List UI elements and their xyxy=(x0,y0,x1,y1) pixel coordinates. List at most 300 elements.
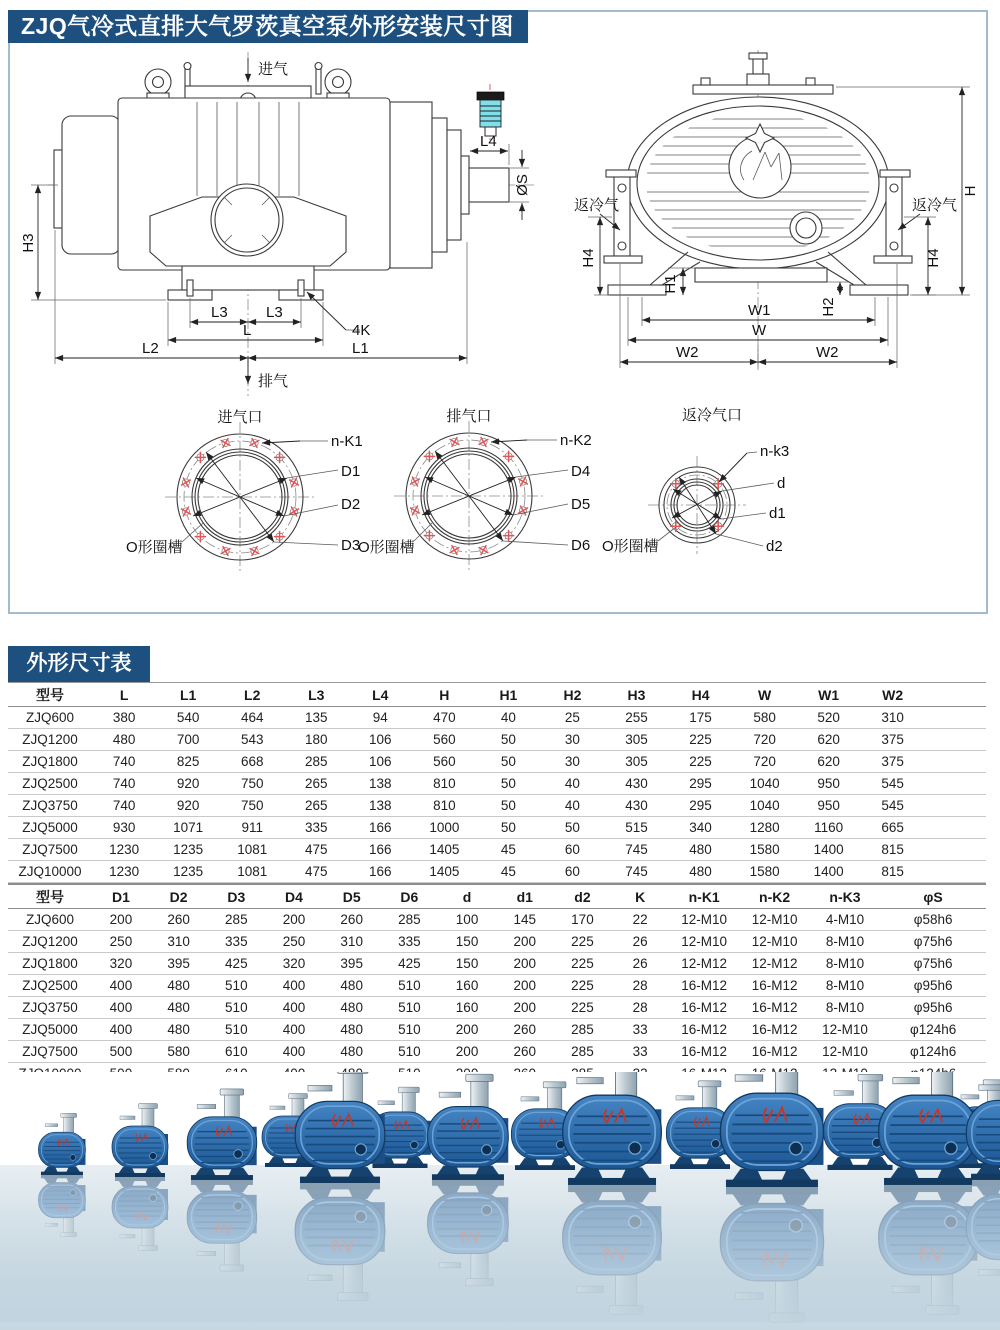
diameter-label: D6 xyxy=(571,537,591,554)
value-cell: 510 xyxy=(207,997,265,1019)
value-cell: 50 xyxy=(476,751,540,773)
value-cell: 26 xyxy=(611,931,669,953)
value-cell: 1580 xyxy=(733,861,797,883)
value-cell: 510 xyxy=(381,975,439,997)
value-cell: 16-M12 xyxy=(669,975,739,997)
value-cell: 260 xyxy=(496,1041,554,1063)
diameter-label: D1 xyxy=(341,463,361,480)
value-cell: 380 xyxy=(92,707,156,729)
bolt-spec-label: n-K2 xyxy=(560,432,592,449)
value-cell: 1040 xyxy=(733,795,797,817)
value-cell: 911 xyxy=(220,817,284,839)
table-row xyxy=(8,1019,986,1041)
value-cell: 200 xyxy=(496,975,554,997)
value-cell: 740 xyxy=(92,773,156,795)
value-cell: 200 xyxy=(496,997,554,1019)
value-cell: 12-M12 xyxy=(739,953,809,975)
oring-groove-label: O形圈槽 xyxy=(126,539,183,556)
column-header: L xyxy=(92,683,156,707)
dim-label-l1: L1 xyxy=(352,340,369,357)
lifting-eye-icon xyxy=(145,63,191,102)
value-cell: 464 xyxy=(220,707,284,729)
value-cell: 40 xyxy=(476,707,540,729)
oring-groove-label: O形圈槽 xyxy=(358,539,415,556)
table-row xyxy=(8,1041,986,1063)
table-section-title: 外形尺寸表 xyxy=(8,646,150,682)
model-cell: ZJQ3750 xyxy=(8,795,92,817)
value-cell: 310 xyxy=(323,931,381,953)
value-cell: 545 xyxy=(861,773,925,795)
dim-label-w1: W1 xyxy=(748,302,771,319)
value-cell: 580 xyxy=(733,707,797,729)
value-cell: 480 xyxy=(669,861,733,883)
model-cell: ZJQ1200 xyxy=(8,729,92,751)
value-cell: 510 xyxy=(381,1019,439,1041)
value-cell: 1400 xyxy=(797,839,861,861)
dim-label-h: H xyxy=(962,185,979,197)
value-cell: φ124h6 xyxy=(880,1041,986,1063)
value-cell: 30 xyxy=(540,751,604,773)
foot-hole-callout: 4K xyxy=(352,322,371,339)
bolt-spec-label: n-k3 xyxy=(760,443,790,460)
model-cell: ZJQ600 xyxy=(8,909,92,931)
table-row xyxy=(8,751,986,773)
value-cell: 470 xyxy=(412,707,476,729)
value-cell: 50 xyxy=(476,729,540,751)
column-header: d xyxy=(438,884,496,909)
value-cell: 45 xyxy=(476,839,540,861)
value-cell: 475 xyxy=(284,861,348,883)
value-cell: 22 xyxy=(611,909,669,931)
outlet-flow-label: 排气 xyxy=(258,373,289,390)
value-cell: 430 xyxy=(604,773,668,795)
value-cell: 166 xyxy=(348,839,412,861)
value-cell: 515 xyxy=(604,817,668,839)
value-cell: 285 xyxy=(554,1041,612,1063)
value-cell: 543 xyxy=(220,729,284,751)
value-cell: 16-M12 xyxy=(739,1019,809,1041)
dim-label-h1: H1 xyxy=(662,274,679,294)
model-cell: ZJQ5000 xyxy=(8,817,92,839)
value-cell: 255 xyxy=(604,707,668,729)
value-cell: 33 xyxy=(611,1019,669,1041)
value-cell xyxy=(925,839,986,861)
value-cell: 620 xyxy=(797,729,861,751)
value-cell: 668 xyxy=(220,751,284,773)
value-cell: 8-M10 xyxy=(810,953,880,975)
spec-table-section xyxy=(8,682,986,1085)
dimensions-table-part2 xyxy=(8,883,986,1085)
value-cell: 920 xyxy=(156,773,220,795)
value-cell: 150 xyxy=(438,953,496,975)
value-cell: φ58h6 xyxy=(880,909,986,931)
value-cell: 375 xyxy=(861,751,925,773)
value-cell: 1040 xyxy=(733,773,797,795)
value-cell: 930 xyxy=(92,817,156,839)
value-cell: 480 xyxy=(323,1019,381,1041)
product-photo xyxy=(0,1072,1000,1330)
model-cell: ZJQ1800 xyxy=(8,953,92,975)
column-header: D2 xyxy=(150,884,208,909)
model-cell: ZJQ600 xyxy=(8,707,92,729)
value-cell: 16-M12 xyxy=(669,997,739,1019)
value-cell: 225 xyxy=(669,729,733,751)
diameter-label: D4 xyxy=(571,463,591,480)
table-row xyxy=(8,931,986,953)
value-cell: 94 xyxy=(348,707,412,729)
table-row xyxy=(8,953,986,975)
value-cell: 160 xyxy=(438,997,496,1019)
column-header: H3 xyxy=(604,683,668,707)
value-cell: 400 xyxy=(265,1041,323,1063)
value-cell: 740 xyxy=(92,751,156,773)
column-header: L2 xyxy=(220,683,284,707)
flange-title: 进气口 xyxy=(217,409,263,426)
value-cell: 335 xyxy=(207,931,265,953)
column-header xyxy=(925,683,986,707)
column-header: D5 xyxy=(323,884,381,909)
value-cell: 200 xyxy=(496,953,554,975)
page-title: ZJQ气冷式直排大气罗茨真空泵外形安装尺寸图 xyxy=(8,10,528,43)
value-cell: 1230 xyxy=(92,839,156,861)
value-cell: 145 xyxy=(496,909,554,931)
value-cell: 265 xyxy=(284,795,348,817)
return-air-label: 返冷气 xyxy=(574,197,620,214)
value-cell: 320 xyxy=(265,953,323,975)
value-cell: 12-M12 xyxy=(669,953,739,975)
value-cell: 620 xyxy=(797,751,861,773)
value-cell: 510 xyxy=(207,975,265,997)
value-cell: 295 xyxy=(669,795,733,817)
value-cell: 1081 xyxy=(220,839,284,861)
value-cell: φ95h6 xyxy=(880,997,986,1019)
value-cell: φ95h6 xyxy=(880,975,986,997)
column-header: D6 xyxy=(381,884,439,909)
value-cell: 400 xyxy=(92,1019,150,1041)
value-cell: 200 xyxy=(265,909,323,931)
value-cell: 260 xyxy=(496,1019,554,1041)
value-cell: 1405 xyxy=(412,839,476,861)
dim-label-w2: W2 xyxy=(816,344,839,361)
value-cell: 8-M10 xyxy=(810,975,880,997)
value-cell: 8-M10 xyxy=(810,997,880,1019)
value-cell: 480 xyxy=(323,975,381,997)
value-cell xyxy=(925,817,986,839)
value-cell xyxy=(925,751,986,773)
flange-detail-inlet xyxy=(126,409,363,572)
dim-label-l3: L3 xyxy=(211,304,228,321)
value-cell: 815 xyxy=(861,839,925,861)
value-cell: 480 xyxy=(92,729,156,751)
value-cell: 510 xyxy=(381,997,439,1019)
table-row xyxy=(8,817,986,839)
reflection-fade xyxy=(0,1200,1000,1330)
value-cell: φ75h6 xyxy=(880,953,986,975)
value-cell: 135 xyxy=(284,707,348,729)
value-cell xyxy=(925,707,986,729)
value-cell: 138 xyxy=(348,773,412,795)
value-cell: 12-M10 xyxy=(669,931,739,953)
table-row xyxy=(8,839,986,861)
diameter-label: d2 xyxy=(766,538,783,555)
value-cell: 16-M12 xyxy=(669,1041,739,1063)
value-cell: 50 xyxy=(540,817,604,839)
flange-title: 返冷气口 xyxy=(681,407,743,424)
breather-icon xyxy=(477,84,504,140)
column-header: H1 xyxy=(476,683,540,707)
value-cell: 106 xyxy=(348,751,412,773)
value-cell: 480 xyxy=(150,997,208,1019)
value-cell: 260 xyxy=(150,909,208,931)
value-cell: 395 xyxy=(323,953,381,975)
value-cell: 28 xyxy=(611,997,669,1019)
value-cell: 265 xyxy=(284,773,348,795)
column-header: L1 xyxy=(156,683,220,707)
dim-label-w2: W2 xyxy=(676,344,699,361)
flange-detail-outlet xyxy=(358,408,592,571)
value-cell: 400 xyxy=(92,975,150,997)
dim-label-w: W xyxy=(752,322,767,339)
value-cell: 200 xyxy=(496,931,554,953)
value-cell: 1230 xyxy=(92,861,156,883)
value-cell xyxy=(925,795,986,817)
value-cell: 200 xyxy=(438,1041,496,1063)
value-cell: 480 xyxy=(669,839,733,861)
column-header: L3 xyxy=(284,683,348,707)
value-cell: 160 xyxy=(438,975,496,997)
value-cell: 425 xyxy=(207,953,265,975)
diameter-label: d1 xyxy=(769,505,786,522)
value-cell: 480 xyxy=(150,975,208,997)
value-cell: φ124h6 xyxy=(880,1019,986,1041)
value-cell: 16-M12 xyxy=(739,1041,809,1063)
value-cell: 305 xyxy=(604,751,668,773)
dim-label-shaft-dia: ØS xyxy=(514,174,531,196)
value-cell: 138 xyxy=(348,795,412,817)
value-cell: 285 xyxy=(381,909,439,931)
drawing-panel xyxy=(8,10,988,614)
value-cell: 50 xyxy=(476,795,540,817)
value-cell xyxy=(925,729,986,751)
value-cell: 480 xyxy=(323,1041,381,1063)
diameter-label: d xyxy=(777,475,786,492)
value-cell: 295 xyxy=(669,773,733,795)
value-cell: 480 xyxy=(323,997,381,1019)
dim-label-h3: H3 xyxy=(20,233,37,253)
column-header: W xyxy=(733,683,797,707)
column-header: d1 xyxy=(496,884,554,909)
column-header: φS xyxy=(880,884,986,909)
value-cell: 250 xyxy=(92,931,150,953)
value-cell: 750 xyxy=(220,773,284,795)
column-header: 型号 xyxy=(8,884,92,909)
value-cell: 500 xyxy=(92,1041,150,1063)
value-cell: 1160 xyxy=(797,817,861,839)
model-cell: ZJQ2500 xyxy=(8,975,92,997)
model-cell: ZJQ5000 xyxy=(8,1019,92,1041)
value-cell: 12-M10 xyxy=(739,931,809,953)
column-header: 型号 xyxy=(8,683,92,707)
value-cell: 60 xyxy=(540,839,604,861)
value-cell: 400 xyxy=(265,1019,323,1041)
value-cell: 950 xyxy=(797,773,861,795)
value-cell: 175 xyxy=(669,707,733,729)
column-header: n-K3 xyxy=(810,884,880,909)
dim-label-h4: H4 xyxy=(580,248,597,268)
value-cell: 920 xyxy=(156,795,220,817)
column-header: H4 xyxy=(669,683,733,707)
model-cell: ZJQ1200 xyxy=(8,931,92,953)
bolt-spec-label: n-K1 xyxy=(331,433,363,450)
value-cell: 40 xyxy=(540,773,604,795)
value-cell: 950 xyxy=(797,795,861,817)
value-cell: 100 xyxy=(438,909,496,931)
pump-front-view xyxy=(574,50,979,372)
value-cell: 1071 xyxy=(156,817,220,839)
model-cell: ZJQ7500 xyxy=(8,839,92,861)
table-row xyxy=(8,975,986,997)
value-cell xyxy=(925,773,986,795)
lifting-eye-icon xyxy=(315,63,351,102)
value-cell: 305 xyxy=(604,729,668,751)
value-cell: 1580 xyxy=(733,839,797,861)
value-cell: 430 xyxy=(604,795,668,817)
dim-label-h2: H2 xyxy=(820,297,837,317)
table-row xyxy=(8,997,986,1019)
value-cell: 285 xyxy=(207,909,265,931)
column-header: D3 xyxy=(207,884,265,909)
value-cell: 1400 xyxy=(797,861,861,883)
value-cell: 310 xyxy=(150,931,208,953)
value-cell: 480 xyxy=(150,1019,208,1041)
value-cell: 166 xyxy=(348,817,412,839)
value-cell: 12-M10 xyxy=(669,909,739,931)
flange-detail-return-air xyxy=(602,407,789,555)
value-cell: 375 xyxy=(861,729,925,751)
value-cell: 1235 xyxy=(156,839,220,861)
value-cell: 170 xyxy=(554,909,612,931)
value-cell: 810 xyxy=(412,773,476,795)
value-cell: 4-M10 xyxy=(810,909,880,931)
value-cell: 28 xyxy=(611,975,669,997)
value-cell: 1280 xyxy=(733,817,797,839)
value-cell: 225 xyxy=(554,931,612,953)
value-cell: 745 xyxy=(604,861,668,883)
value-cell: 225 xyxy=(554,953,612,975)
value-cell: 1405 xyxy=(412,861,476,883)
value-cell: 610 xyxy=(207,1041,265,1063)
value-cell: 520 xyxy=(797,707,861,729)
dim-label-l3: L3 xyxy=(266,304,283,321)
value-cell: 260 xyxy=(323,909,381,931)
value-cell: 700 xyxy=(156,729,220,751)
dimension-drawing xyxy=(10,12,986,612)
value-cell: 12-M10 xyxy=(810,1019,880,1041)
value-cell xyxy=(925,861,986,883)
value-cell: 320 xyxy=(92,953,150,975)
header-row xyxy=(8,884,986,909)
value-cell: 200 xyxy=(438,1019,496,1041)
value-cell: 12-M10 xyxy=(739,909,809,931)
column-header: n-K2 xyxy=(739,884,809,909)
value-cell: 580 xyxy=(150,1041,208,1063)
value-cell: 1000 xyxy=(412,817,476,839)
value-cell: 225 xyxy=(554,975,612,997)
diameter-label: D2 xyxy=(341,496,361,513)
value-cell: 560 xyxy=(412,751,476,773)
column-header: H xyxy=(412,683,476,707)
value-cell: 545 xyxy=(861,795,925,817)
value-cell: 400 xyxy=(265,975,323,997)
dim-label-h4: H4 xyxy=(925,248,942,268)
value-cell: 225 xyxy=(554,997,612,1019)
value-cell: 33 xyxy=(611,1041,669,1063)
diameter-label: D5 xyxy=(571,496,591,513)
column-header: D4 xyxy=(265,884,323,909)
flange-title: 排气口 xyxy=(446,408,492,425)
pump-side-view xyxy=(20,52,534,396)
column-header: D1 xyxy=(92,884,150,909)
value-cell: 310 xyxy=(861,707,925,729)
value-cell: 335 xyxy=(381,931,439,953)
value-cell: 740 xyxy=(92,795,156,817)
value-cell: 45 xyxy=(476,861,540,883)
model-cell: ZJQ2500 xyxy=(8,773,92,795)
value-cell: φ75h6 xyxy=(880,931,986,953)
value-cell: 400 xyxy=(92,997,150,1019)
value-cell: 25 xyxy=(540,707,604,729)
value-cell: 750 xyxy=(220,795,284,817)
dimensions-table-part1 xyxy=(8,682,986,883)
value-cell: 335 xyxy=(284,817,348,839)
value-cell: 720 xyxy=(733,751,797,773)
value-cell: 106 xyxy=(348,729,412,751)
value-cell: 510 xyxy=(207,1019,265,1041)
dim-label-l4: L4 xyxy=(480,133,497,150)
value-cell: 16-M12 xyxy=(739,997,809,1019)
value-cell: 425 xyxy=(381,953,439,975)
dim-label-l: L xyxy=(243,322,252,339)
column-header: K xyxy=(611,884,669,909)
column-header: H2 xyxy=(540,683,604,707)
value-cell: 540 xyxy=(156,707,220,729)
value-cell: 1235 xyxy=(156,861,220,883)
value-cell: 285 xyxy=(554,1019,612,1041)
model-cell: ZJQ7500 xyxy=(8,1041,92,1063)
model-cell: ZJQ1800 xyxy=(8,751,92,773)
value-cell: 665 xyxy=(861,817,925,839)
return-air-label: 返冷气 xyxy=(912,197,958,214)
value-cell: 150 xyxy=(438,931,496,953)
value-cell: 30 xyxy=(540,729,604,751)
value-cell: 8-M10 xyxy=(810,931,880,953)
column-header: W1 xyxy=(797,683,861,707)
value-cell: 50 xyxy=(476,817,540,839)
value-cell: 250 xyxy=(265,931,323,953)
table-row xyxy=(8,729,986,751)
table-row xyxy=(8,861,986,883)
value-cell: 16-M12 xyxy=(669,1019,739,1041)
column-header: L4 xyxy=(348,683,412,707)
value-cell: 12-M10 xyxy=(810,1041,880,1063)
table-row xyxy=(8,795,986,817)
value-cell: 815 xyxy=(861,861,925,883)
diameter-label: D3 xyxy=(341,537,361,554)
value-cell: 225 xyxy=(669,751,733,773)
table-row xyxy=(8,909,986,931)
model-cell: ZJQ10000 xyxy=(8,861,92,883)
value-cell: 475 xyxy=(284,839,348,861)
